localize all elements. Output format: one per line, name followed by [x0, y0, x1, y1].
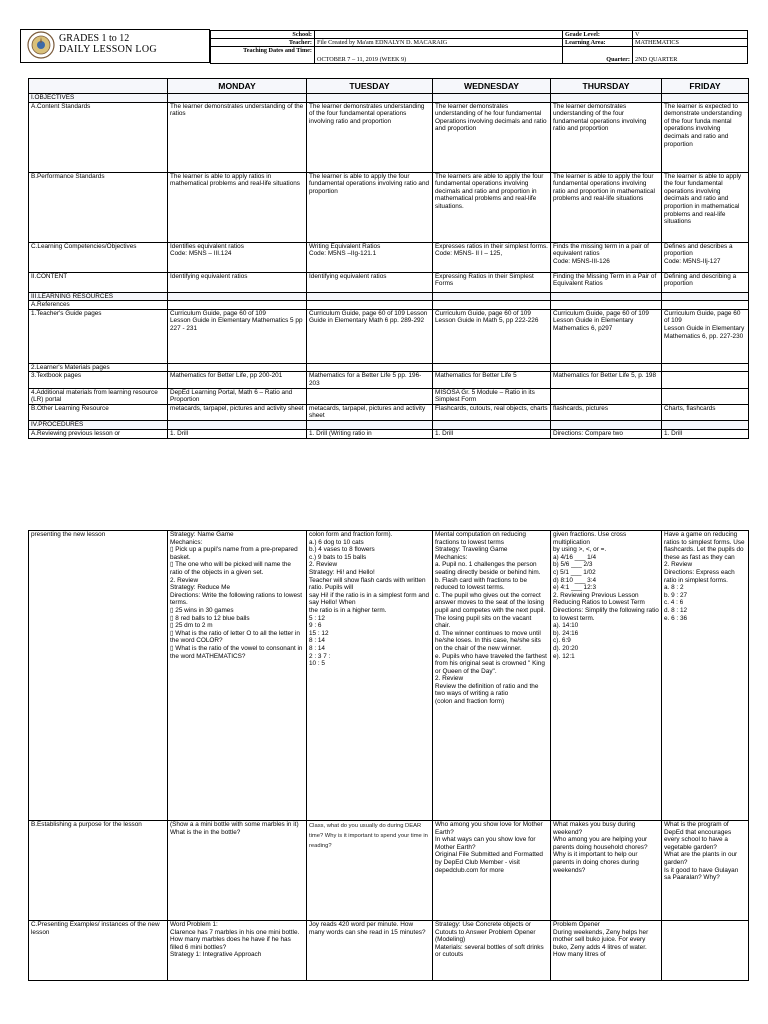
page-2 [0, 530, 768, 1024]
cell-monday: DepEd Learning Portal, Math 6 – Ratio and Proportion [168, 388, 307, 404]
cell-monday: Identifies equivalent ratios Code: M5NS – III.124 [168, 242, 307, 272]
grade-level-value: V [633, 31, 748, 39]
cell-monday: Mathematics for Better Life, pp 200-201 [168, 372, 307, 388]
deped-seal-icon [27, 31, 55, 59]
cell-wednesday: Flashcards, cutouts, real objects, charts [433, 404, 551, 420]
deped-logo-box [20, 29, 210, 63]
cell-thursday [551, 94, 662, 103]
cell-thursday: What makes you busy during weekend? Who among you are helping your parents doing household chores? Why is it important to help our parents in doing chores during weekends? [551, 821, 662, 921]
cell-wednesday [433, 94, 551, 103]
cell-tuesday: 1. Drill (Writing ratio in [307, 429, 433, 438]
table-row [29, 102, 749, 172]
cell-monday [168, 363, 307, 372]
cell-monday [168, 94, 307, 103]
teacher-label: Teacher: [211, 39, 315, 47]
row-label: 3.Textbook pages [29, 372, 168, 388]
cell-wednesday: Strategy: Use Concrete objects or Cutouts to Answer Problem Opener (Modeling) Materials: several bottles of soft drinks or cutouts [433, 921, 551, 981]
header-info-table [210, 30, 748, 64]
table-row [29, 309, 749, 363]
row-label: III.LEARNING RESOURCES [29, 292, 168, 301]
cell-thursday: Finds the missing term in a pair of equivalent ratios Code: M5NS-III-126 [551, 242, 662, 272]
cell-tuesday: Curriculum Guide, page 60 of 109 Lesson Guide in Elementary Math 6 pp. 289-292 [307, 309, 433, 363]
cell-thursday: given fractions. Use cross multiplication by using >, <, or =. a) 4/16 ___ 1/4 b) 5/6 ___ 2/3 c) 5/1 ___ 1/02 d) 8:10 ___ 3:4 e) 4:1 ___ 12:3 2. Reviewing Previous Lesson Reducing Ratios to Lowest Term Directions: Simplify the following ratio to lowest term. a). 14:10 b). 24:16 c). 6:9 d). 20:20 e). 12:1 [551, 531, 662, 821]
cell-tuesday: colon form and fraction form). a.) 6 dog to 10 cats b.) 4 vases to 8 flowers c.) 9 bats to 15 balls 2. Review Strategy: Hi! and Hello! Teacher will show flash cards with written ratio. Pupils will say Hi! if the ratio is in a simplest form and say Hello! When the ratio is in a higher term. 5 : 12 9 : 6 15 : 12 8 : 14 8 : 14 2 : 3 7 : 10 : 5 [307, 531, 433, 821]
table-row [29, 242, 749, 272]
cell-thursday: The learner is able to apply the four fundamental operations involving ratio and proportion in mathematical problems and real-life situations [551, 172, 662, 242]
cell-tuesday: Writing Equivalent Ratios Code: M5NS –IIg-121.1 [307, 242, 433, 272]
learning-area-value: MATHEMATICS [633, 39, 748, 47]
quarter-value: 2ND QUARTER [633, 47, 748, 64]
cell-friday: Defines and describes a proportion Code: M5NS-IIj-127 [662, 242, 749, 272]
day-header-tuesday: TUESDAY [307, 79, 433, 94]
cell-monday: 1. Drill [168, 429, 307, 438]
cell-thursday [551, 301, 662, 310]
cell-monday: Word Problem 1: Clarence has 7 marbles in his one mini bottle. How many marbles does he have if he has filled 6 mini bottles? Strategy 1: Integrative Approach [168, 921, 307, 981]
cell-tuesday [307, 301, 433, 310]
teacher-value: File Created by Ma'am EDNALYN D. MACARAIG [315, 39, 563, 47]
cell-wednesday [433, 363, 551, 372]
logo-title-line2: DAILY LESSON LOG [59, 44, 157, 55]
cell-monday [168, 420, 307, 429]
row-label: B.Other Learning Resource [29, 404, 168, 420]
table-row [29, 292, 749, 301]
row-label: A.References [29, 301, 168, 310]
row-label: B.Performance Standards [29, 172, 168, 242]
cell-monday: Curriculum Guide, page 60 of 109 Lesson Guide in Elementary Mathematics 5 pp 227 - 231 [168, 309, 307, 363]
teaching-dates-value: OCTOBER 7 – 11, 2019 (WEEK 9) [315, 47, 563, 64]
cell-friday [662, 292, 749, 301]
table-row [29, 420, 749, 429]
table-row [29, 363, 749, 372]
learning-area-label: Learning Area: [563, 39, 633, 47]
table-row [29, 301, 749, 310]
cell-friday: What is the program of DepEd that encourages every school to have a vegetable garden? What are the plants in our garden? Is it good to have Gulayan sa Paaralan? Why? [662, 821, 749, 921]
grade-level-label: Grade Level: [563, 31, 633, 39]
page-1 [0, 0, 768, 470]
cell-friday [662, 420, 749, 429]
cell-tuesday: The learner demonstrates understanding of the four fundamental operations involving ratio and proportion [307, 102, 433, 172]
cell-friday: Have a game on reducing ratios to simplest forms. Use flashcards. Let the pupils do these as fast as they can 2. Review Directions: Express each ratio in simplest forms. a. 8 : 2 b. 9 : 27 c. 4 : 6 d. 8 : 12 e. 6 : 36 [662, 531, 749, 821]
cell-thursday: flashcards, pictures [551, 404, 662, 420]
row-label: 2.Learner's Materials pages [29, 363, 168, 372]
table-row [29, 372, 749, 388]
cell-thursday: Directions: Compare two [551, 429, 662, 438]
cell-friday: 1. Drill [662, 429, 749, 438]
cell-wednesday: Who among you show love for Mother Earth? In what ways can you show love for Mother Earth? Original File Submitted and Formatted by DepEd Club Member - visit depedclub.com for more [433, 821, 551, 921]
cell-tuesday [307, 363, 433, 372]
cell-wednesday: Curriculum Guide, page 60 of 109 Lesson Guide in Math 5, pp 222-226 [433, 309, 551, 363]
day-header-wednesday: WEDNESDAY [433, 79, 551, 94]
cell-thursday [551, 363, 662, 372]
table-row [29, 388, 749, 404]
cell-monday: Strategy: Name Game Mechanics: ▯ Pick up a pupil's name from a pre-prepared basket. ▯ The one who will be picked will name the ratio of the objects in a given set. 2. Review Strategy: Reduce Me Directions: Write the following rations to lowest terms. ▯ 25 wins in 30 games ▯ 8 red balls to 12 blue balls ▯ 25 dm to 2 m ▯ What is the ratio of letter O to all the letter in the word COLOR? ▯ What is the ratio of the vowel to consonant in the word MATHEMATICS? [168, 531, 307, 821]
day-header-row [29, 79, 749, 94]
cell-tuesday [307, 420, 433, 429]
cell-friday [662, 388, 749, 404]
cell-friday [662, 363, 749, 372]
row-label: C.Learning Competencies/Objectives [29, 242, 168, 272]
cell-friday [662, 372, 749, 388]
table-row [29, 531, 749, 821]
cell-tuesday [307, 388, 433, 404]
row-label: IV.PROCEDURES [29, 420, 168, 429]
row-label: C.Presenting Examples/ instances of the new lesson [29, 921, 168, 981]
cell-wednesday: Expresses ratios in their simplest forms. Code: M5NS- II I – 125, [433, 242, 551, 272]
cell-friday: Charts, flashcards [662, 404, 749, 420]
cell-thursday: The learner demonstrates understanding of the four fundamental operations involving ratio and proportion [551, 102, 662, 172]
cell-monday: (Show a a mini bottle with some marbles in it) What is the in the bottle? [168, 821, 307, 921]
table-row [29, 821, 749, 921]
cell-wednesday: Expressing Ratios in their Simplest Forms [433, 272, 551, 292]
cell-friday: Curriculum Guide, page 60 of 109 Lesson Guide in Elementary Mathematics 6, pp. 227-230 [662, 309, 749, 363]
cell-monday: The learner demonstrates understanding of the ratios [168, 102, 307, 172]
table-row [29, 404, 749, 420]
cell-wednesday [433, 301, 551, 310]
cell-friday [662, 921, 749, 981]
cell-wednesday: 1. Drill [433, 429, 551, 438]
day-header-friday: FRIDAY [662, 79, 749, 94]
cell-wednesday: Mathematics for Better Life 5 [433, 372, 551, 388]
row-label: II.CONTENT [29, 272, 168, 292]
cell-wednesday: The learners are able to apply the four fundamental operations involving decimals and ratio and proportion in mathematical problems and real-life situations. [433, 172, 551, 242]
cell-wednesday: The learner demonstrates understanding of he four fundamental Operations involving decimals and ratio and proportion [433, 102, 551, 172]
row-label: A.Reviewing previous lesson or [29, 429, 168, 438]
table-row [29, 94, 749, 103]
row-label: B.Establishing a purpose for the lesson [29, 821, 168, 921]
row-label: I.OBJECTIVES [29, 94, 168, 103]
day-header-thursday: THURSDAY [551, 79, 662, 94]
cell-wednesday [433, 420, 551, 429]
cell-tuesday [307, 94, 433, 103]
cell-tuesday: Joy reads 420 word per minute. How many words can she read in 15 minutes? [307, 921, 433, 981]
row-label: 1.Teacher's Guide pages [29, 309, 168, 363]
cell-monday: The learner is able to apply ratios in mathematical problems and real-life situations [168, 172, 307, 242]
table-row [29, 921, 749, 981]
cell-monday: metacards, tarpapel, pictures and activity sheet [168, 404, 307, 420]
teaching-dates-label: Teaching Dates and Time: [211, 47, 315, 64]
school-label: School: [211, 31, 315, 39]
cell-monday [168, 292, 307, 301]
cell-thursday [551, 292, 662, 301]
cell-wednesday [433, 292, 551, 301]
logo-title-line1: GRADES 1 to 12 [59, 33, 130, 44]
cell-monday [168, 301, 307, 310]
cell-friday [662, 94, 749, 103]
cell-thursday [551, 388, 662, 404]
cell-wednesday: MISOSA Gr. 5 Module – Ratio in its Simplest Form [433, 388, 551, 404]
lesson-log-table-continued [28, 530, 749, 981]
cell-tuesday: The learner is able to apply the four fundamental operations involving ratio and proportion [307, 172, 433, 242]
cell-friday: The learner is able to apply the four fundamental operations involving decimals and ratio and proportion in mathematical problems and real-life situations [662, 172, 749, 242]
day-header-blank [29, 79, 168, 94]
table-row [29, 172, 749, 242]
cell-tuesday: metacards, tarpapel, pictures and activity sheet [307, 404, 433, 420]
cell-tuesday: Mathematics for a Better Life 5 pp. 196-203 [307, 372, 433, 388]
cell-thursday: Curriculum Guide, page 60 of 109 Lesson Guide in Elementary Mathematics 6, p297 [551, 309, 662, 363]
day-header-monday: MONDAY [168, 79, 307, 94]
cell-wednesday: Mental computation on reducing fractions to lowest terms Strategy: Traveling Game Mechanics: a. Pupil no. 1 challenges the person seating directly beside or behind him. b. Flash card with fractions to be reduced to lowest terms. c. The pupil who gives out the correct answer moves to the seat of the losing pupil and competes with the next pupil. The losing pupil sits on the vacant chair. d. The winner continues to move until he/she loses. In this case, he/she sits on the chair of the new winner. e. Pupils who have traveled the farthest from his original seat is crowned " King or Queen of the Day". 2. Review Review the definition of ratio and the two ways of writing a ratio (colon and fraction form) [433, 531, 551, 821]
cell-thursday: Problem Opener During weekends, Zeny helps her mother sell buko juice. For every buko, Zeny adds 4 litres of water. How many litres of [551, 921, 662, 981]
quarter-label: Quarter: [563, 47, 633, 64]
cell-friday [662, 301, 749, 310]
cell-thursday: Mathematics for Better Life 5, p. 198 [551, 372, 662, 388]
cell-tuesday: Class, what do you usually do during DEAR time? Why is it important to spend your time in reading? [307, 821, 433, 921]
lesson-log-table [28, 78, 749, 439]
cell-friday: Defining and describing a proportion [662, 272, 749, 292]
cell-monday: Identifying equivalent ratios [168, 272, 307, 292]
row-label: presenting the new lesson [29, 531, 168, 821]
row-label: A.Content Standards [29, 102, 168, 172]
cell-thursday: Finding the Missing Term in a Pair of Equivalent Ratios [551, 272, 662, 292]
cell-tuesday [307, 292, 433, 301]
cell-tuesday: Identifying equivalent ratios [307, 272, 433, 292]
cell-thursday [551, 420, 662, 429]
row-label: 4.Additional materials from learning resource (LR) portal [29, 388, 168, 404]
table-row [29, 272, 749, 292]
school-value [315, 31, 563, 39]
cell-friday: The learner is expected to demonstrate understanding of the four funda mental operations involving decimals and ratio and proportion [662, 102, 749, 172]
table-row [29, 429, 749, 438]
